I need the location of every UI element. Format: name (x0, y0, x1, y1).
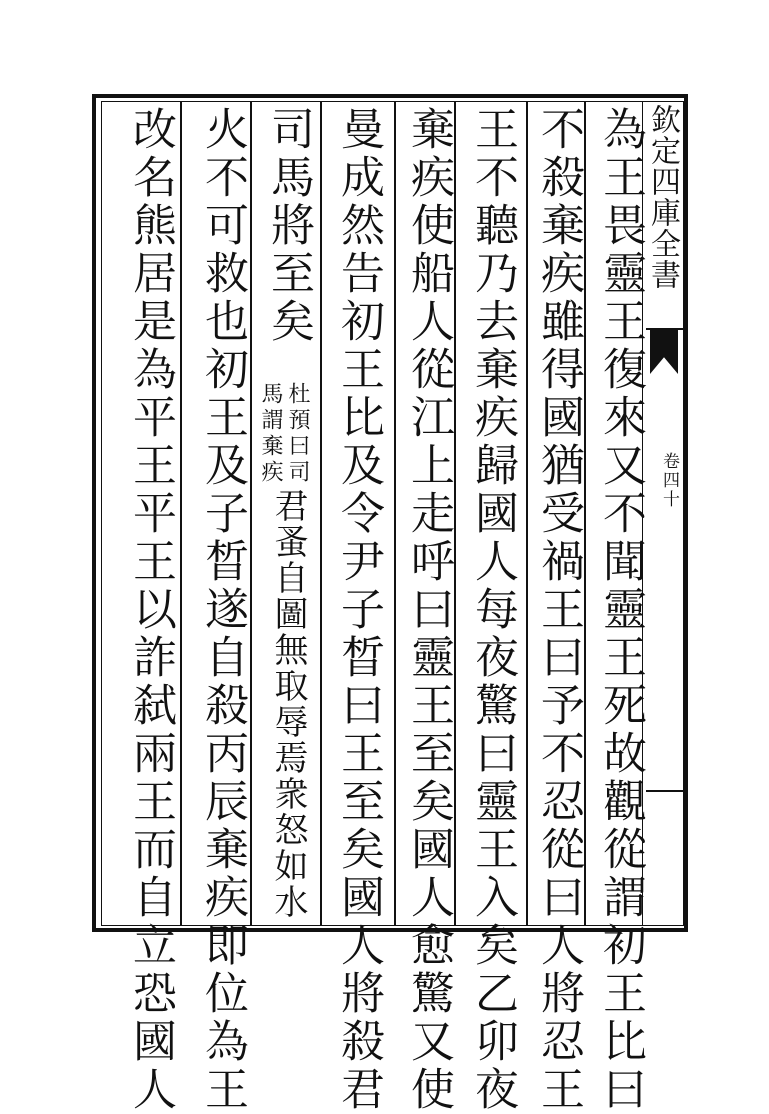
margin-tick (646, 790, 684, 792)
text-column-6b: 君蚤自圖無取辱焉衆怒如水 (268, 488, 308, 920)
fishtail-top-line (646, 328, 684, 330)
column-divider (320, 101, 322, 926)
text-column-8: 改名熊居是為平王平王以詐弑兩王而自立恐國人 (125, 106, 176, 1114)
text-column-7: 火不可救也初王及子晳遂自殺丙辰棄疾即位為王 (197, 106, 248, 1114)
text-column-3: 王不聽乃去棄疾歸國人每夜驚曰靈王入矣乙卯夜 (467, 106, 518, 1114)
text-column-1: 為王畏靈王復來又不聞靈王死故觀從謂初王比曰 (595, 106, 646, 1114)
column-divider (454, 101, 456, 926)
column-divider (526, 101, 528, 926)
text-column-5: 曼成然告初王比及令尹子晳曰王至矣國人將殺君 (333, 106, 384, 1114)
juan-number: 卷四十 (659, 452, 679, 509)
text-column-6a: 司馬將至矣 (263, 106, 314, 346)
text-column-4: 棄疾使船人從江上走呼曰靈王至矣國人愈驚又使 (403, 106, 454, 1114)
annotation-right-line: 杜預曰司 (285, 382, 310, 486)
column-divider (584, 101, 586, 926)
text-column-2: 不殺棄疾雖得國猶受禍王曰予不忍從曰人將忍王 (533, 106, 584, 1114)
annotation-note (258, 382, 310, 486)
column-divider (180, 101, 182, 926)
column-divider (394, 101, 396, 926)
column-divider (250, 101, 252, 926)
edition-title: 欽定四庫全書 (645, 104, 680, 290)
annotation-left-line: 馬謂棄疾 (258, 382, 283, 486)
